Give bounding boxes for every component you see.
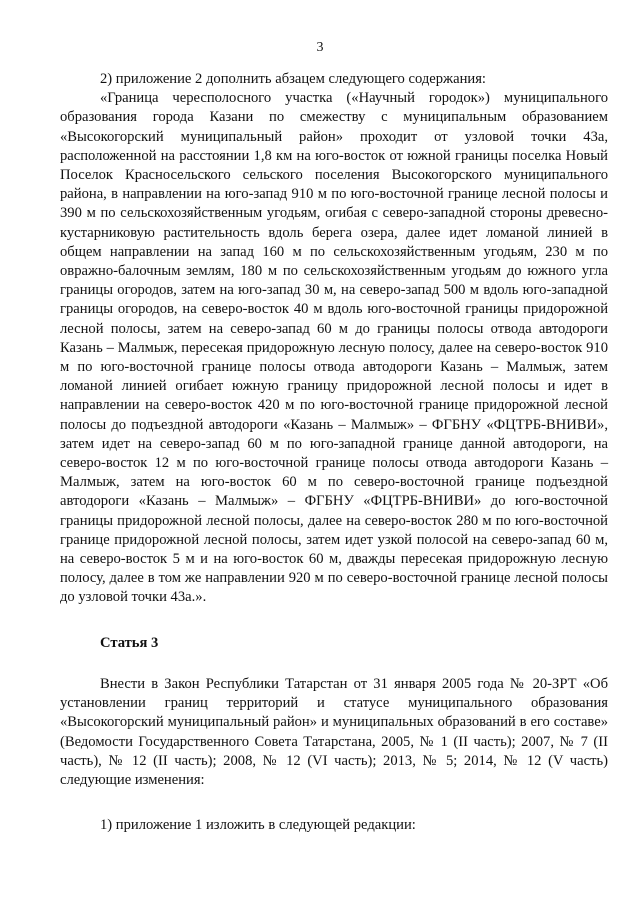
article-3-paragraph: Внести в Закон Республики Татарстан от 31 января 2005 года № 20-ЗРТ «Об установлении границ территорий и статусе муниципального образования «Высокогорский муниципальный район» и муниципальных образований в его составе» (Ведомости Государственного Совета Татарстана, 2005, № 1 (II часть); 2007, № 7 (II часть), № 12 (II часть); 2008, № 12 (VI часть); 2013, № 5; 2014, № 12 (V часть) следующие изменения: [60,675,608,788]
page-number: 3 [316,40,324,55]
document-body [60,70,608,835]
item-1-line: 1) приложение 1 изложить в следующей редакции: [100,817,416,834]
article-heading: Статья 3 [100,634,159,651]
boundary-description: «Граница чересполосного участка («Научный городок») муниципального образования города Казани по смежеству с муниципальным образованием «Высокогорский муниципальный район» проходит от узловой точки 43а, расположенной на расстоянии 1,8 км на юго-восток от южной границы поселка Новый Поселок Красносельского сельского поселения Высокогорского муниципального района, в направлении на юго-запад 910 м по юго-восточной границе лесной полосы и 390 м по сельскохозяйственным угодьям, огибая с северо-западной стороны древесно-кустарниковую растительность вдоль берега озера, далее идет ломаной линией в общем направлении на запад 160 м по сельскохозяйственным угодьям, 230 м по овражно-балочным землям, 180 м по сельскохозяйственным угодьям до южного угла границы огородов, затем на юго-запад 30 м, на северо-запад 500 м вдоль юго-западной границы огородов, на северо-восток 40 м вдоль юго-восточной границы придорожной лесной полосы, затем на северо-запад 60 м до границы полосы отвода автодороги Казань – Малмыж, пересекая придорожную лесную полосу, далее на северо-восток 910 м по юго-восточной границе полосы отвода автодороги Казань – Малмыж, затем ломаной линией огибает южную границу придорожной лесной полосы и идет в направлении на северо-восток 420 м по юго-восточной границе придорожной лесной полосы до подъездной автодороги «Казань – Малмыж» – ФГБНУ «ФЦТРБ-ВНИВИ», затем идет на северо-запад 60 м по юго-западной границе данной автодороги, на северо-восток 12 м по юго-восточной границе полосы отвода автодороги Казань – Малмыж, затем на юго-восток 60 м по северо-восточной границе подъездной автодороги «Казань – Малмыж» – ФГБНУ «ФЦТРБ-ВНИВИ» до юго-восточной границы придорожной лесной полосы, далее на северо-восток 280 м по юго-восточной границе придорожной лесной полосы, затем идет узкой полосой на северо-запад 60 м, на северо-восток 5 м и на юго-восток 60 м, дважды пересекая придорожную лесную полосу, далее в том же направлении 920 м по северо-восточной границе лесной полосы до узловой точки 43а.». [60,90,608,606]
item-2-intro: 2) приложение 2 дополнить абзацем следующего содержания: [100,71,486,87]
